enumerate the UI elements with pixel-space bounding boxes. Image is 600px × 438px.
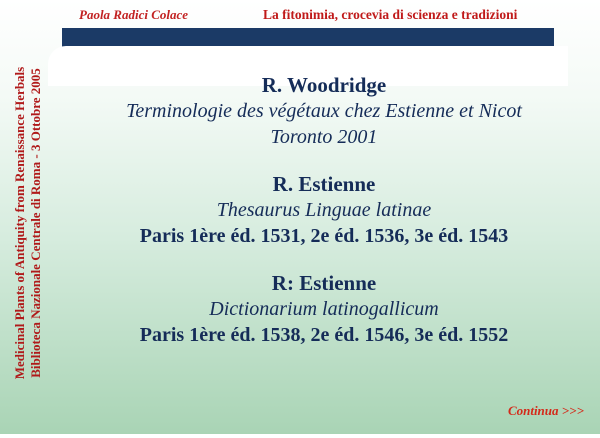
conference-title: Medicinal Plants of Antiquity from Renaissance Herbals (12, 66, 27, 380)
reference-author: R: Estienne (271, 271, 377, 295)
header-bar (62, 28, 554, 47)
reference-item (64, 72, 584, 150)
conference-venue-date: Biblioteca Nazionale Centrale di Roma - 3 Ottobre 2005 (28, 68, 43, 378)
reference-author: R. Woodridge (261, 73, 387, 97)
reference-item (64, 171, 584, 249)
continue-link[interactable]: Continua >>> (507, 403, 584, 418)
reference-publication: Paris 1ère éd. 1531, 2e éd. 1536, 3e éd. 1543 (139, 225, 509, 247)
conference-sidebar (12, 8, 44, 438)
reference-publication: Toronto 2001 (270, 126, 378, 148)
reference-publication: Paris 1ère éd. 1538, 2e éd. 1546, 3e éd. 1552 (139, 324, 509, 346)
reference-item (64, 270, 584, 348)
author-name: Paola Radici Colace (79, 7, 189, 22)
slide-title: La fitonimia, crocevia di scienza e tradizioni (263, 7, 518, 22)
reference-work: Thesaurus Linguae latinae (216, 199, 432, 221)
reference-author: R. Estienne (272, 172, 376, 196)
reference-work: Terminologie des végétaux chez Estienne et Nicot (126, 100, 522, 122)
reference-work: Dictionarium latinogallicum (209, 298, 439, 320)
references-list (64, 72, 584, 369)
